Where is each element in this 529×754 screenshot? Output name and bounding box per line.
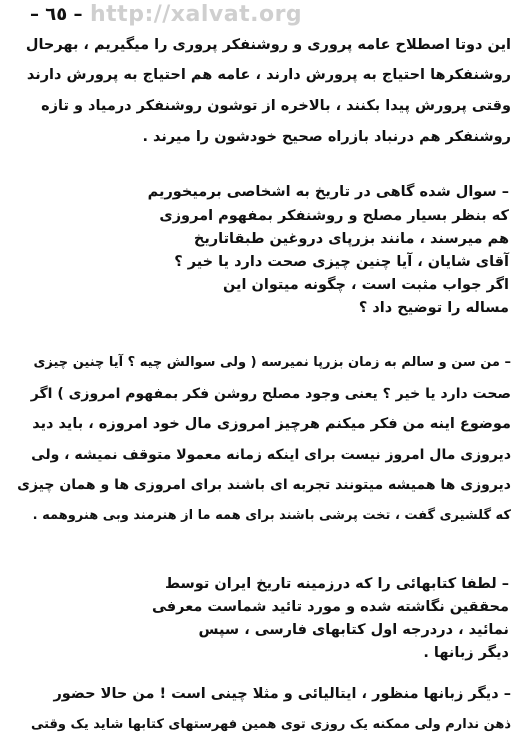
answer-line: موضوع اینه من فکر میکنم هرچیز امروزی مال خود امروزه ، باید دید (32, 416, 511, 432)
paragraph1-line: روشنفکرها احتیاج به پرورش دارند ، عامه هم احتیاج به پرورش دارند (26, 67, 511, 83)
paragraph1-line: این دوتا اصطلاح عامه پروری و روشنفکر پروری را میگیریم ، بهرحال (25, 37, 511, 53)
answer-line: – من سن و سالم به زمان بزرپا نمیرسه ( ولی سوالش چیه ؟ آیا چنین چیزی (33, 355, 511, 370)
question-line: که بنظر بسیار مصلح و روشنفکر بمفهوم امروزی (159, 208, 509, 224)
question-line: آقای شایان ، آیا چنین چیزی صحت دارد یا خیر ؟ (174, 254, 509, 270)
question-line: – سوال شده گاهی در تاریخ به اشخاصی برمیخوریم (147, 184, 509, 200)
watermark: http://xalvat.org (90, 2, 303, 27)
page-header (30, 2, 510, 30)
answer-line: دیروزی ها همیشه میتونند تجربه ای باشند برای امروزی ها و همان چیزی (17, 477, 511, 493)
reply-line: ذهن ندارم ولی ممکنه یک روزی توی همین فهرستهای کتابها شاید یک وقتی (30, 717, 511, 732)
request-line: دیگر زبانها . (423, 645, 509, 661)
paragraph1-line: وقتی پرورش پیدا بکنند ، بالاخره از توشون روشنفکر درمیاد و تازه (41, 98, 511, 114)
answer-line: صحت دارد یا خیر ؟ یعنی وجود مصلح روشن فکر بمفهوم امروزی ) اگر (30, 386, 511, 402)
question-line: هم میرسند ، مانند بزرپای دروغین طبقاتاریخ (193, 231, 509, 247)
request-line: – لطفا کتابهائی را که درزمینه تاریخ ایران توسط (165, 576, 509, 592)
answer-line: که گلشیری گفت ، تخت پرشی باشند برای همه ما از هنرمند وبی هنروهمه . (32, 508, 511, 523)
page-number: – ٦٥ – (30, 4, 83, 25)
request-line: محققین نگاشته شده و مورد تائید شماست معرفی (152, 599, 509, 615)
question-line: مساله را توضیح داد ؟ (358, 300, 509, 316)
request-line: نمائید ، دردرجه اول کتابهای فارسی ، سپس (198, 622, 509, 638)
reply-line: – دیگر زبانها منظور ، ایتالیائی و مثلا چینی است ! من حالا حضور (53, 686, 511, 702)
answer-line: دیروزی مال امروز نیست برای اینکه زمانه معمولا متوقف نمیشه ، ولی (31, 447, 511, 463)
paragraph1-line: روشنفکر هم درنباد بازراه صحیح خودشون را میرند . (142, 129, 511, 145)
question-line: اگر جواب مثبت است ، چگونه میتوان این (222, 277, 509, 293)
